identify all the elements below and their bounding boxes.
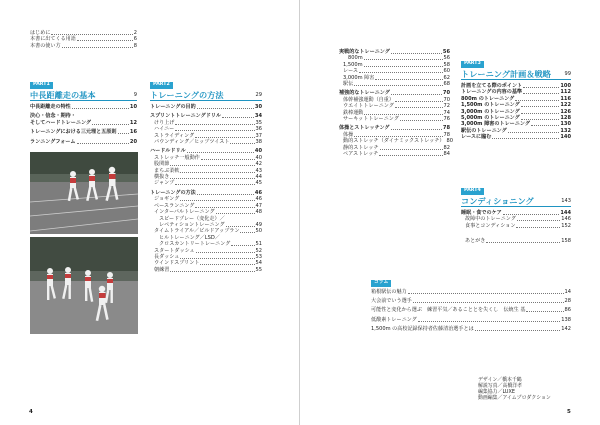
toc-entry-page: 48 [255, 209, 262, 216]
toc-entry-page: 44 [255, 174, 262, 181]
toc-leader [521, 119, 560, 120]
toc-leader [180, 172, 254, 173]
toc-leader [201, 159, 255, 160]
toc-leader [354, 136, 442, 137]
toc-entry-title: 静的ストレッチ [343, 144, 379, 151]
toc-entry-title: トレーニングの内容の基準 [461, 89, 523, 96]
toc-leader [375, 79, 442, 80]
toc-part2-continued [339, 49, 454, 158]
toc-entry-title: 1,500m のトレーニング [461, 102, 520, 109]
toc-part1 [30, 70, 137, 145]
part2-items [150, 104, 262, 273]
toc-leader [379, 155, 442, 156]
toc-leader [170, 165, 254, 166]
runners-group-image [30, 237, 138, 334]
toc-entry-title: ストライディング [154, 132, 195, 139]
toc-entry-page: 56 [443, 55, 450, 62]
toc-leader [195, 137, 254, 138]
part3-items [461, 83, 571, 141]
toc-leader [486, 242, 560, 243]
toc-entry-title: バウンディング／ヒップツイスト [154, 139, 230, 146]
toc-entry-page: 47 [255, 202, 262, 209]
toc-leader [77, 40, 133, 41]
toc-entry-page: 35 [255, 119, 262, 126]
toc-entry-title: 本書の使い方 [30, 42, 61, 49]
toc-entry-title: レペティショントレーニング [159, 221, 225, 228]
toc-entry-page: 55 [255, 266, 262, 273]
toc-entry[interactable] [461, 134, 571, 140]
toc-leader [180, 200, 254, 201]
toc-entry-page: 128 [560, 115, 571, 122]
toc-entry-page: 82 [443, 144, 450, 151]
toc-entry-title: レース [343, 68, 359, 75]
toc-entry-title: スピードプレー（変化走）／ [159, 215, 225, 222]
toc-leader [380, 149, 443, 150]
toc-entry-page: 130 [560, 121, 571, 128]
toc-entry-page: 16 [129, 129, 137, 136]
toc-leader [391, 129, 442, 130]
part2-page: 29 [255, 92, 262, 98]
toc-part4 [461, 176, 571, 245]
toc-entry-title: 体操とストレッチング [339, 125, 390, 132]
toc-entry-page: 58 [443, 61, 450, 68]
toc-entry-title: ペースランニング [154, 202, 195, 209]
toc-entry-page: 142 [561, 326, 571, 333]
toc-spacer [461, 229, 571, 238]
toc-entry-title: 睡眠・食でのケア [461, 210, 502, 216]
toc-leader [195, 207, 254, 208]
credit-line: デザイン／橋本千鶴 [478, 377, 522, 383]
toc-entry-title: 大会前でいう選手 [371, 297, 412, 304]
toc-entry-title: 1,500m [343, 61, 363, 68]
toc-leader [526, 311, 563, 312]
toc-entry-title: 補強的なトレーニング [339, 90, 390, 97]
toc-entry-page: 62 [443, 74, 450, 81]
toc-entry-page: 34 [254, 113, 262, 120]
toc-entry-page: 45 [255, 180, 262, 187]
toc-leader [197, 194, 254, 195]
toc-entry-title: ウインドスプリント [154, 260, 200, 267]
toc-entry-page: 158 [561, 238, 571, 245]
toc-entry-title: 可能性と変化から選ぶ 練習平気／あることとを失くし 伝統生 基 [371, 307, 526, 314]
toc-entry-title: 5,000m のトレーニング [461, 115, 520, 122]
toc-entry-title: ヒルトレーニング／LSD／ [159, 234, 220, 241]
toc-leader [240, 232, 254, 233]
part2-label: PART2 [150, 82, 173, 89]
column-label: コラム [371, 280, 391, 287]
part3-title-text: トレーニング計画＆戦略 [461, 69, 551, 79]
toc-entry-title: 3,000m 障害のトレーニング [461, 121, 530, 128]
toc-entry-page: 36 [255, 126, 262, 133]
toc-entry-page: 28 [564, 297, 571, 304]
toc-leader [197, 108, 254, 109]
toc-leader [475, 330, 561, 331]
toc-entry-title: 朝練習 [154, 266, 170, 273]
toc-entry-title: 鉄棒運動 [343, 109, 364, 116]
toc-entry-page: 40 [254, 148, 262, 155]
toc-leader [77, 143, 129, 144]
toc-column [371, 268, 571, 333]
toc-entry-title: 中長距離走の特性 [30, 104, 71, 110]
toc-entry-title: はじめに [30, 30, 51, 36]
toc-entry-title: 800m のトレーニング [461, 95, 515, 102]
toc-entry-page: 37 [255, 132, 262, 139]
toc-entry-page: 53 [255, 253, 262, 260]
toc-entry-page: 14 [564, 288, 571, 295]
toc-entry-title: 実戦的なトレーニング [339, 49, 390, 55]
part3-title[interactable] [461, 69, 571, 80]
toc-entry-title: 食事とコンディション [465, 222, 516, 229]
toc-entry-title: 計画を立てる際のポイント [461, 83, 523, 89]
toc-entry-page: 138 [561, 316, 571, 323]
part1-label: PART1 [30, 82, 53, 89]
toc-entry-page: 80 [446, 138, 454, 145]
toc-entry-title: ジャンプ [154, 180, 175, 187]
part4-title[interactable] [461, 196, 571, 207]
part3-page: 99 [564, 71, 571, 77]
toc-entry-title: ストレッチ一般動作 [154, 154, 200, 161]
toc-entry-title: 駅伝のトレーニング [461, 127, 507, 134]
toc-leader [521, 113, 560, 114]
toc-leader [187, 152, 254, 153]
toc-leader [508, 132, 560, 133]
toc-leader [359, 72, 442, 73]
toc-entry-page: 54 [255, 260, 262, 267]
toc-leader [231, 245, 254, 246]
part2-title-text: トレーニングの方法 [150, 90, 224, 100]
toc-entry[interactable] [150, 267, 262, 273]
toc-entry-title: ハードルドリル [150, 148, 186, 155]
toc-entry-title: インターバルトレーニング [154, 209, 215, 216]
toc-entry-title: ランニングフォーム [30, 138, 76, 145]
part4-items [461, 210, 571, 245]
toc-entry-page: 70 [443, 96, 450, 103]
toc-entry-page: 68 [443, 81, 450, 88]
toc-entry-page: 6 [133, 36, 137, 43]
toc-leader [492, 138, 559, 139]
toc-entry-title: スタートダッシュ [154, 247, 195, 254]
toc-leader [175, 184, 254, 185]
toc-leader [62, 47, 133, 48]
toc-leader [170, 271, 254, 272]
toc-entry-page: 126 [560, 108, 571, 115]
toc-leader [175, 124, 254, 125]
toc-part3 [461, 49, 571, 141]
toc-entry-page: 51 [255, 241, 262, 248]
toc-entry-title: スプリントトレーニングドリル [150, 113, 222, 120]
toc-leader [230, 143, 254, 144]
credit-line: 解説写真／高橋洋孝 [478, 383, 523, 390]
toc-entry-title: 1,500m の高校記録保持者佐藤清治選手とは [371, 326, 474, 333]
toc-leader [222, 117, 254, 118]
toc-entry-page: 140 [560, 134, 571, 141]
toc-entry-title: ハイニー [154, 126, 175, 133]
toc-entry[interactable] [461, 238, 571, 244]
toc-entry[interactable] [30, 139, 137, 145]
toc-entry-title: ペアストレッチ [343, 151, 379, 158]
toc-entry-page: 76 [443, 116, 450, 123]
runners-track-image [30, 152, 138, 234]
toc-entry-page: 38 [255, 139, 262, 146]
toc-entry-title: トレーニングの目的 [150, 104, 196, 110]
toc-entry-title: 800m [348, 55, 363, 62]
toc-leader [51, 34, 132, 35]
toc-entry-page: 146 [561, 216, 571, 223]
toc-entry-title: 駅伝 [343, 81, 354, 88]
toc-leader [170, 178, 254, 179]
toc-entry-title: あとがき [465, 238, 486, 245]
toc-entry-page: 20 [129, 138, 137, 145]
toc-entry-title: そしてハードトレーニング [30, 119, 92, 126]
toc-entry[interactable] [30, 43, 137, 49]
toc-leader [515, 100, 559, 101]
toc-entry-title: トレーニングにおける三元理と五原則 [30, 129, 117, 136]
toc-intro [30, 30, 137, 49]
toc-entry-page: 116 [560, 95, 571, 102]
toc-entry-page: 30 [254, 104, 262, 110]
toc-entry-title: けり上げ [154, 119, 175, 126]
toc-entry-title: 3,000m 障害 [343, 74, 375, 81]
toc-leader [364, 59, 443, 60]
toc-entry-page: 122 [560, 102, 571, 109]
toc-leader [391, 94, 442, 95]
page-number-right: 5 [567, 409, 571, 415]
toc-entry-page: 40 [255, 154, 262, 161]
toc-entry-page: 152 [561, 222, 571, 229]
toc-entry-page: 52 [255, 247, 262, 254]
gutter [299, 0, 300, 425]
part1-items [30, 104, 137, 145]
toc-entry-page: 74 [443, 109, 450, 116]
toc-entry-title: 故障中のトレーニング [465, 216, 516, 223]
toc-entry-page: 8 [133, 42, 137, 49]
toc-entry-page: 50 [255, 228, 262, 235]
page-number-left: 4 [29, 409, 33, 415]
toc-entry-title: 体操 [343, 131, 354, 138]
toc-entry[interactable] [371, 326, 571, 332]
toc-part2 [150, 70, 262, 273]
photo-runners-track [30, 152, 138, 234]
toc-entry-page: 72 [443, 103, 450, 110]
toc-entry-title: 長ダッシュ [154, 253, 180, 260]
toc-leader [364, 66, 443, 67]
toc-leader [395, 101, 443, 102]
toc-leader [354, 85, 442, 86]
toc-entry-title: 3,000m のトレーニング [461, 108, 520, 115]
toc-entry-page: 78 [443, 131, 450, 138]
toc-entry-title: 横抜き [154, 174, 170, 181]
part2-title[interactable] [150, 90, 262, 101]
toc-entry-title: サーキットトレーニング [343, 116, 399, 123]
part1-title[interactable] [30, 90, 137, 101]
toc-leader [226, 226, 255, 227]
toc-leader [413, 302, 564, 303]
toc-entry-page: 132 [560, 127, 571, 134]
toc-entry-page: 56 [442, 49, 450, 55]
part4-title-text: コンディショニング [461, 196, 534, 206]
toc-leader [400, 120, 443, 121]
toc-leader [516, 227, 560, 228]
toc-entry-title: ウエイトトレーニング [343, 103, 394, 110]
part1-page: 9 [133, 92, 137, 98]
toc-entry-page: 12 [129, 119, 137, 126]
toc-entry-title: 体幹補強運動（自重） [343, 96, 394, 103]
toc-leader [523, 87, 559, 88]
toc-leader [531, 125, 559, 126]
toc-leader [364, 114, 442, 115]
part1-title-text: 中長距離走の基本 [30, 90, 96, 100]
toc-entry-title: 箱根駅伝の魅力 [371, 288, 407, 295]
toc-entry-title: ジョギング [154, 196, 180, 203]
part4-page: 143 [561, 198, 571, 204]
photo-runners-group [30, 237, 138, 334]
toc-leader [523, 93, 559, 94]
toc-entry-page: 70 [442, 90, 450, 97]
toc-entry-title: 決心・信念・期待・ [30, 113, 76, 120]
toc-leader [216, 213, 255, 214]
toc-leader [418, 321, 561, 322]
credits [478, 377, 551, 401]
toc-entry-page: 78 [442, 125, 450, 132]
toc-entry-page: 42 [255, 161, 262, 168]
credit-line: 編集協力／LUXE [478, 389, 515, 396]
toc-leader [200, 264, 254, 265]
toc-leader [180, 258, 254, 259]
toc-leader [72, 108, 129, 109]
toc-entry-page: 84 [443, 151, 450, 158]
toc-entry-page: 100 [560, 83, 571, 89]
toc-leader [517, 220, 560, 221]
toc-leader [408, 293, 564, 294]
toc-leader [118, 133, 129, 134]
toc-leader [196, 252, 255, 253]
toc-entry-title: クロスカントリートレーニング [159, 241, 231, 248]
toc-leader [391, 53, 442, 54]
toc-entry-page: 112 [560, 89, 571, 96]
toc-entry-title: 股関節 [154, 161, 170, 168]
toc-entry-page: 2 [133, 30, 137, 36]
toc-entry-page: 10 [129, 104, 137, 110]
toc-leader [395, 107, 443, 108]
toc-entry-page: 144 [560, 210, 571, 216]
toc-leader [175, 130, 254, 131]
toc-entry-page: 60 [443, 68, 450, 75]
toc-entry-title: タイムトライアル／ビルドアップラン [154, 228, 240, 235]
toc-leader [521, 106, 560, 107]
toc-entry-page: 43 [255, 167, 262, 174]
column-items [371, 289, 571, 333]
toc-entry-title: 本書に出てくる用語 [30, 36, 76, 43]
toc-entry-page: 86 [564, 307, 571, 314]
toc-entry[interactable] [339, 151, 450, 157]
toc-entry-page: 46 [255, 196, 262, 203]
part3-label: PART3 [461, 61, 484, 68]
toc-entry-title: 低酸素トレーニング [371, 316, 417, 323]
toc-entry-page: 46 [254, 189, 262, 196]
toc-entry-title: まちぶ柔軟 [154, 167, 180, 174]
toc-entry-page: 49 [255, 221, 262, 228]
part4-label: PART4 [461, 188, 484, 195]
credit-line: 動画編集／アイムプロダクション [478, 395, 551, 402]
toc-leader [503, 214, 560, 215]
toc-entry-title: トレーニングの方法 [150, 189, 196, 196]
toc-entry-title: レースに臨む [461, 134, 492, 141]
toc-leader [92, 124, 129, 125]
toc-entry-title: 動的ストレッチ（ダイナミックストレッチ） [343, 138, 445, 145]
